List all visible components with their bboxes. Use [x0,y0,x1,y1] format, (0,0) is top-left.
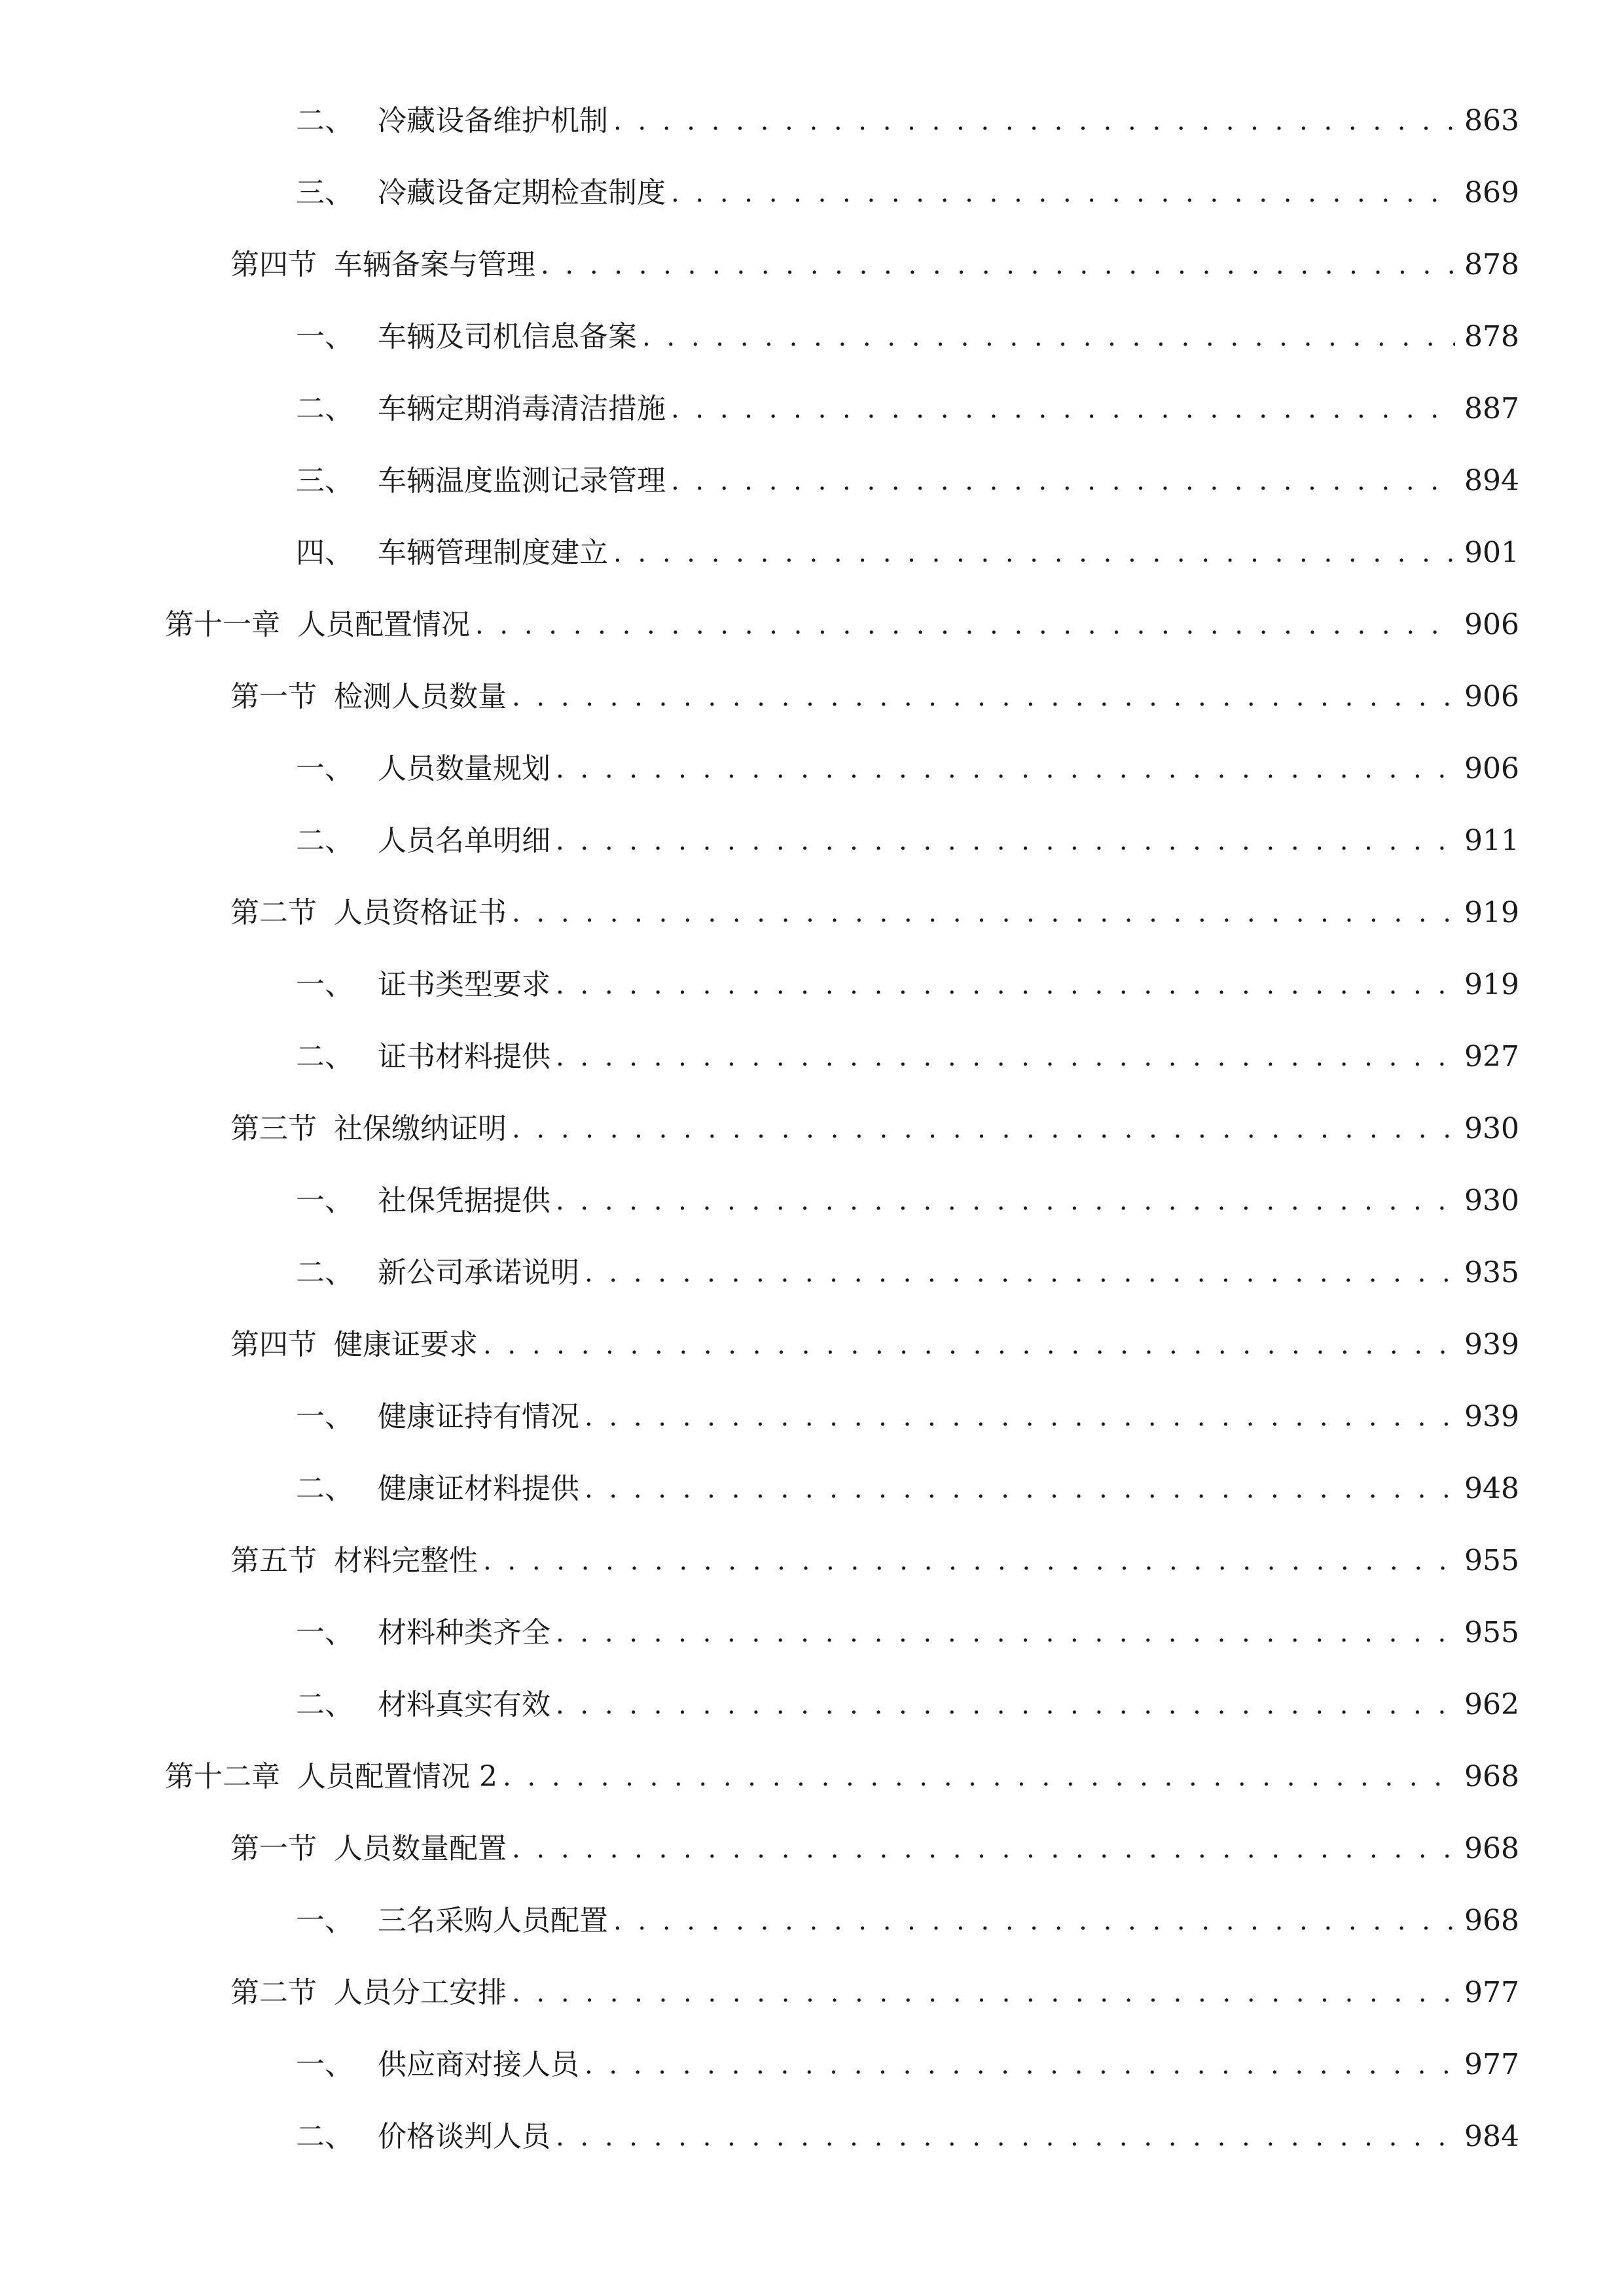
dot-leader [613,95,1455,147]
toc-entry-page: 901 [1464,536,1519,569]
toc-entry-page: 919 [1464,968,1519,1001]
dot-leader [503,1751,1455,1803]
dot-leader [671,455,1455,507]
toc-entry[interactable] [296,959,1517,1011]
toc-entry-page: 935 [1464,1256,1519,1289]
toc-entry-title: 健康证持有情况 [378,1400,579,1433]
toc-entry[interactable] [230,1823,1517,1875]
toc-entry-number: 一、 [296,2048,353,2081]
dot-leader [512,1967,1455,2019]
toc-entry-title: 人员名单明细 [378,824,550,857]
toc-entry[interactable] [296,1391,1517,1443]
toc-entry-number: 二、 [296,1472,353,1505]
toc-entry-title: 车辆及司机信息备案 [378,320,637,353]
toc-entry[interactable] [230,239,1517,291]
dot-leader [585,2039,1455,2091]
toc-entry-number: 一、 [296,1184,353,1217]
toc-entry-page: 878 [1464,320,1519,353]
toc-entry-title: 车辆温度监测记录管理 [378,464,666,497]
toc-entry-number: 二、 [296,824,353,857]
dot-leader [483,1535,1455,1587]
dot-leader [483,1319,1455,1371]
toc-entry[interactable] [165,1751,1517,1803]
toc-entry-number: 二、 [296,1256,353,1289]
toc-entry-number: 二、 [296,1040,353,1073]
toc-entry-number: 一、 [296,968,353,1001]
toc-entry-page: 948 [1464,1472,1519,1505]
dot-leader [585,1247,1455,1299]
toc-entry[interactable] [296,167,1517,219]
toc-entry-title: 材料完整性 [334,1544,478,1577]
toc-entry[interactable] [230,1103,1517,1155]
toc-section-label: 第三节 [230,1112,317,1145]
toc-entry-page: 906 [1464,680,1519,713]
toc-entry-title: 健康证要求 [334,1328,478,1361]
dot-leader [671,167,1455,219]
toc-entry-page: 939 [1464,1400,1519,1433]
toc-entry-number: 三、 [296,176,353,209]
toc-entry[interactable] [296,383,1517,435]
dot-leader [613,1895,1455,1947]
toc-entry-title: 冷藏设备定期检查制度 [378,176,666,209]
dot-leader [556,1031,1455,1083]
toc-entry-title: 人员配置情况 [297,608,470,641]
dot-leader [556,815,1455,867]
toc-entry-number: 二、 [296,392,353,425]
toc-section-label: 第一节 [230,1832,317,1865]
toc-entry[interactable] [296,1031,1517,1083]
dot-leader [556,743,1455,795]
dot-leader [556,1175,1455,1227]
toc-entry[interactable] [296,1679,1517,1731]
toc-entry[interactable] [296,743,1517,795]
toc-entry-title: 价格谈判人员 [378,2120,550,2153]
toc-entry[interactable] [296,527,1517,579]
toc-entry[interactable] [296,1247,1517,1299]
toc-entry-title: 证书材料提供 [378,1040,550,1073]
toc-entry-title: 检测人员数量 [334,680,507,713]
toc-entry-page: 919 [1464,896,1519,929]
dot-leader [512,1823,1455,1875]
toc-entry-number: 三、 [296,464,353,497]
toc-entry-title: 人员分工安排 [334,1976,507,2009]
dot-leader [642,311,1455,363]
dot-leader [556,1607,1455,1659]
dot-leader [512,887,1455,939]
toc-entry-number: 四、 [296,536,353,569]
dot-leader [556,1679,1455,1731]
toc-entry[interactable] [296,1463,1517,1515]
dot-leader [613,527,1455,579]
toc-entry-page: 984 [1464,2120,1519,2153]
toc-entry[interactable] [296,2111,1517,2163]
toc-entry-page: 869 [1464,176,1519,209]
toc-entry-title: 材料种类齐全 [378,1616,550,1649]
dot-leader [541,239,1455,291]
toc-entry[interactable] [230,887,1517,939]
toc-entry-number: 二、 [296,2120,353,2153]
toc-section-label: 第四节 [230,1328,317,1361]
toc-entry-page: 930 [1464,1112,1519,1145]
toc-entry-page: 968 [1464,1832,1519,1865]
toc-entry-number: 二、 [296,104,353,137]
toc-entry[interactable] [230,1535,1517,1587]
toc-entry-page: 955 [1464,1544,1519,1577]
toc-entry-page: 894 [1464,464,1519,497]
toc-section-label: 第五节 [230,1544,317,1577]
dot-leader [585,1391,1455,1443]
toc-entry-page: 927 [1464,1040,1519,1073]
toc-entry-number: 一、 [296,752,353,785]
toc-entry[interactable] [296,1895,1517,1947]
toc-entry[interactable] [296,1607,1517,1659]
toc-entry-number: 一、 [296,1400,353,1433]
toc-entry-page: 906 [1464,608,1519,641]
toc-entry-title: 人员数量配置 [334,1832,507,1865]
toc-entry[interactable] [296,1175,1517,1227]
toc-entry-title: 人员资格证书 [334,896,507,929]
toc-entry-page: 977 [1464,2048,1519,2081]
toc-entry-page: 968 [1464,1760,1519,1793]
toc-entry[interactable] [165,599,1517,651]
toc-entry-page: 955 [1464,1616,1519,1649]
toc-entry-page: 911 [1464,824,1519,857]
toc-entry[interactable] [296,815,1517,867]
toc-entry-title: 三名采购人员配置 [378,1904,608,1937]
toc-entry-title: 新公司承诺说明 [378,1256,579,1289]
toc-entry-title: 人员数量规划 [378,752,550,785]
toc-entry-page: 863 [1464,104,1519,137]
toc-entry[interactable] [230,1967,1517,2019]
toc-section-label: 第四节 [230,248,317,281]
toc-entry-page: 968 [1464,1904,1519,1937]
dot-leader [512,1103,1455,1155]
toc-entry-title: 社保缴纳证明 [334,1112,507,1145]
toc-entry[interactable] [296,455,1517,507]
toc-entry-number: 一、 [296,1904,353,1937]
toc-entry-page: 939 [1464,1328,1519,1361]
toc-section-label: 第二节 [230,1976,317,2009]
toc-entry-title: 社保凭据提供 [378,1184,550,1217]
toc-chapter-label: 第十一章 [165,608,280,641]
dot-leader [512,671,1455,723]
toc-entry-page: 962 [1464,1688,1519,1721]
toc-entry-title: 车辆定期消毒清洁措施 [378,392,666,425]
toc-entry-title: 车辆备案与管理 [334,248,535,281]
toc-section-label: 第二节 [230,896,317,929]
toc-chapter-label: 第十二章 [165,1760,280,1793]
toc-entry-title: 健康证材料提供 [378,1472,579,1505]
toc-entry-number: 二、 [296,1688,353,1721]
toc-entry-title: 车辆管理制度建立 [378,536,608,569]
toc-entry-title: 供应商对接人员 [378,2048,579,2081]
toc-entry-title: 冷藏设备维护机制 [378,104,608,137]
toc-entry[interactable] [296,311,1517,363]
dot-leader [475,599,1455,651]
dot-leader [671,383,1455,435]
toc-section-label: 第一节 [230,680,317,713]
toc-entry-page: 930 [1464,1184,1519,1217]
dot-leader [585,1463,1455,1515]
toc-entry-number: 一、 [296,1616,353,1649]
toc-entry-title: 人员配置情况 2 [297,1760,497,1793]
toc-entry-page: 887 [1464,392,1519,425]
toc-entry-page: 977 [1464,1976,1519,2009]
toc-entry-page: 878 [1464,248,1519,281]
toc-entry[interactable] [296,95,1517,147]
toc-entry-page: 906 [1464,752,1519,785]
toc-entry[interactable] [230,671,1517,723]
toc-entry[interactable] [230,1319,1517,1371]
toc-entry-title: 材料真实有效 [378,1688,550,1721]
toc-entry-number: 一、 [296,320,353,353]
dot-leader [556,2111,1455,2163]
toc-entry[interactable] [296,2039,1517,2091]
toc-entry-title: 证书类型要求 [378,968,550,1001]
dot-leader [556,959,1455,1011]
